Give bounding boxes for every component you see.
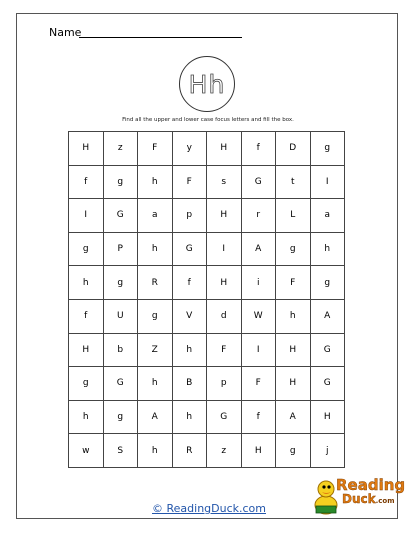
grid-cell: H — [207, 132, 242, 166]
grid-cell: f — [241, 400, 276, 434]
grid-cell: R — [172, 434, 207, 468]
footer-link[interactable]: © ReadingDuck.com — [152, 502, 266, 515]
grid-cell: g — [276, 232, 311, 266]
grid-cell: s — [207, 165, 242, 199]
grid-cell: g — [138, 299, 173, 333]
grid-row — [69, 266, 345, 300]
grid-row — [69, 367, 345, 401]
grid-cell: z — [103, 132, 138, 166]
grid-cell: B — [172, 367, 207, 401]
grid-row — [69, 199, 345, 233]
grid-cell: w — [69, 434, 104, 468]
grid-cell: P — [103, 232, 138, 266]
grid-cell: f — [172, 266, 207, 300]
grid-cell: g — [103, 400, 138, 434]
letter-grid — [68, 131, 345, 468]
grid-cell: b — [103, 333, 138, 367]
grid-cell: S — [103, 434, 138, 468]
grid-cell: g — [103, 266, 138, 300]
grid-cell: i — [241, 266, 276, 300]
grid-cell: j — [310, 434, 345, 468]
grid-row — [69, 434, 345, 468]
grid-cell: g — [310, 266, 345, 300]
grid-cell: g — [310, 132, 345, 166]
grid-cell: g — [103, 165, 138, 199]
grid-cell: I — [241, 333, 276, 367]
grid-cell: G — [241, 165, 276, 199]
grid-cell: F — [172, 165, 207, 199]
focus-letter-circle — [179, 56, 235, 112]
grid-cell: F — [241, 367, 276, 401]
grid-cell: A — [310, 299, 345, 333]
grid-cell: h — [172, 333, 207, 367]
logo-text-duck-line — [342, 493, 395, 507]
grid-cell: U — [103, 299, 138, 333]
instructions: Find all the upper and lower case focus letters and fill the box. — [122, 117, 294, 123]
grid-cell: G — [207, 400, 242, 434]
grid-row — [69, 299, 345, 333]
grid-cell: y — [172, 132, 207, 166]
grid-cell: H — [276, 333, 311, 367]
grid-cell: h — [138, 232, 173, 266]
grid-cell: L — [276, 199, 311, 233]
grid-cell: p — [172, 199, 207, 233]
grid-cell: g — [69, 232, 104, 266]
grid-cell: h — [276, 299, 311, 333]
grid-cell: d — [207, 299, 242, 333]
grid-cell: p — [207, 367, 242, 401]
name-line — [79, 37, 242, 38]
grid-cell: H — [310, 400, 345, 434]
grid-row — [69, 400, 345, 434]
grid-cell: Z — [138, 333, 173, 367]
name-label: Name — [49, 26, 82, 39]
grid-cell: F — [276, 266, 311, 300]
grid-cell: a — [138, 199, 173, 233]
grid-cell: H — [276, 367, 311, 401]
grid-cell: H — [207, 266, 242, 300]
grid-cell: h — [69, 266, 104, 300]
grid-cell: A — [138, 400, 173, 434]
grid-cell: A — [241, 232, 276, 266]
grid-cell: G — [103, 367, 138, 401]
grid-cell: g — [276, 434, 311, 468]
grid-cell: a — [310, 199, 345, 233]
grid-row — [69, 232, 345, 266]
grid-cell: r — [241, 199, 276, 233]
grid-cell: G — [103, 199, 138, 233]
focus-letters: Hh — [188, 69, 226, 99]
grid-cell: G — [310, 333, 345, 367]
grid-cell: I — [207, 232, 242, 266]
grid-cell: H — [69, 333, 104, 367]
grid-cell: I — [69, 199, 104, 233]
grid-row — [69, 132, 345, 166]
grid-cell: G — [172, 232, 207, 266]
grid-cell: h — [138, 165, 173, 199]
grid-cell: H — [69, 132, 104, 166]
grid-cell: F — [207, 333, 242, 367]
logo-text-duck: Duck — [342, 492, 376, 506]
readingduck-logo — [312, 475, 406, 517]
grid-cell: h — [138, 367, 173, 401]
grid-cell: h — [310, 232, 345, 266]
grid-row — [69, 333, 345, 367]
grid-cell: G — [310, 367, 345, 401]
grid-cell: A — [276, 400, 311, 434]
grid-cell: z — [207, 434, 242, 468]
logo-text-dotcom: .com — [375, 497, 395, 505]
grid-cell: t — [276, 165, 311, 199]
grid-cell: f — [241, 132, 276, 166]
grid-cell: F — [138, 132, 173, 166]
grid-cell: h — [69, 400, 104, 434]
logo-text-reading: Reading — [336, 476, 406, 494]
grid-row — [69, 165, 345, 199]
grid-cell: W — [241, 299, 276, 333]
grid-cell: h — [172, 400, 207, 434]
grid-cell: f — [69, 165, 104, 199]
grid-cell: V — [172, 299, 207, 333]
grid-cell: D — [276, 132, 311, 166]
grid-cell: h — [138, 434, 173, 468]
grid-cell: f — [69, 299, 104, 333]
grid-cell: g — [69, 367, 104, 401]
grid-cell: H — [241, 434, 276, 468]
grid-cell: R — [138, 266, 173, 300]
grid-cell: I — [310, 165, 345, 199]
grid-cell: H — [207, 199, 242, 233]
